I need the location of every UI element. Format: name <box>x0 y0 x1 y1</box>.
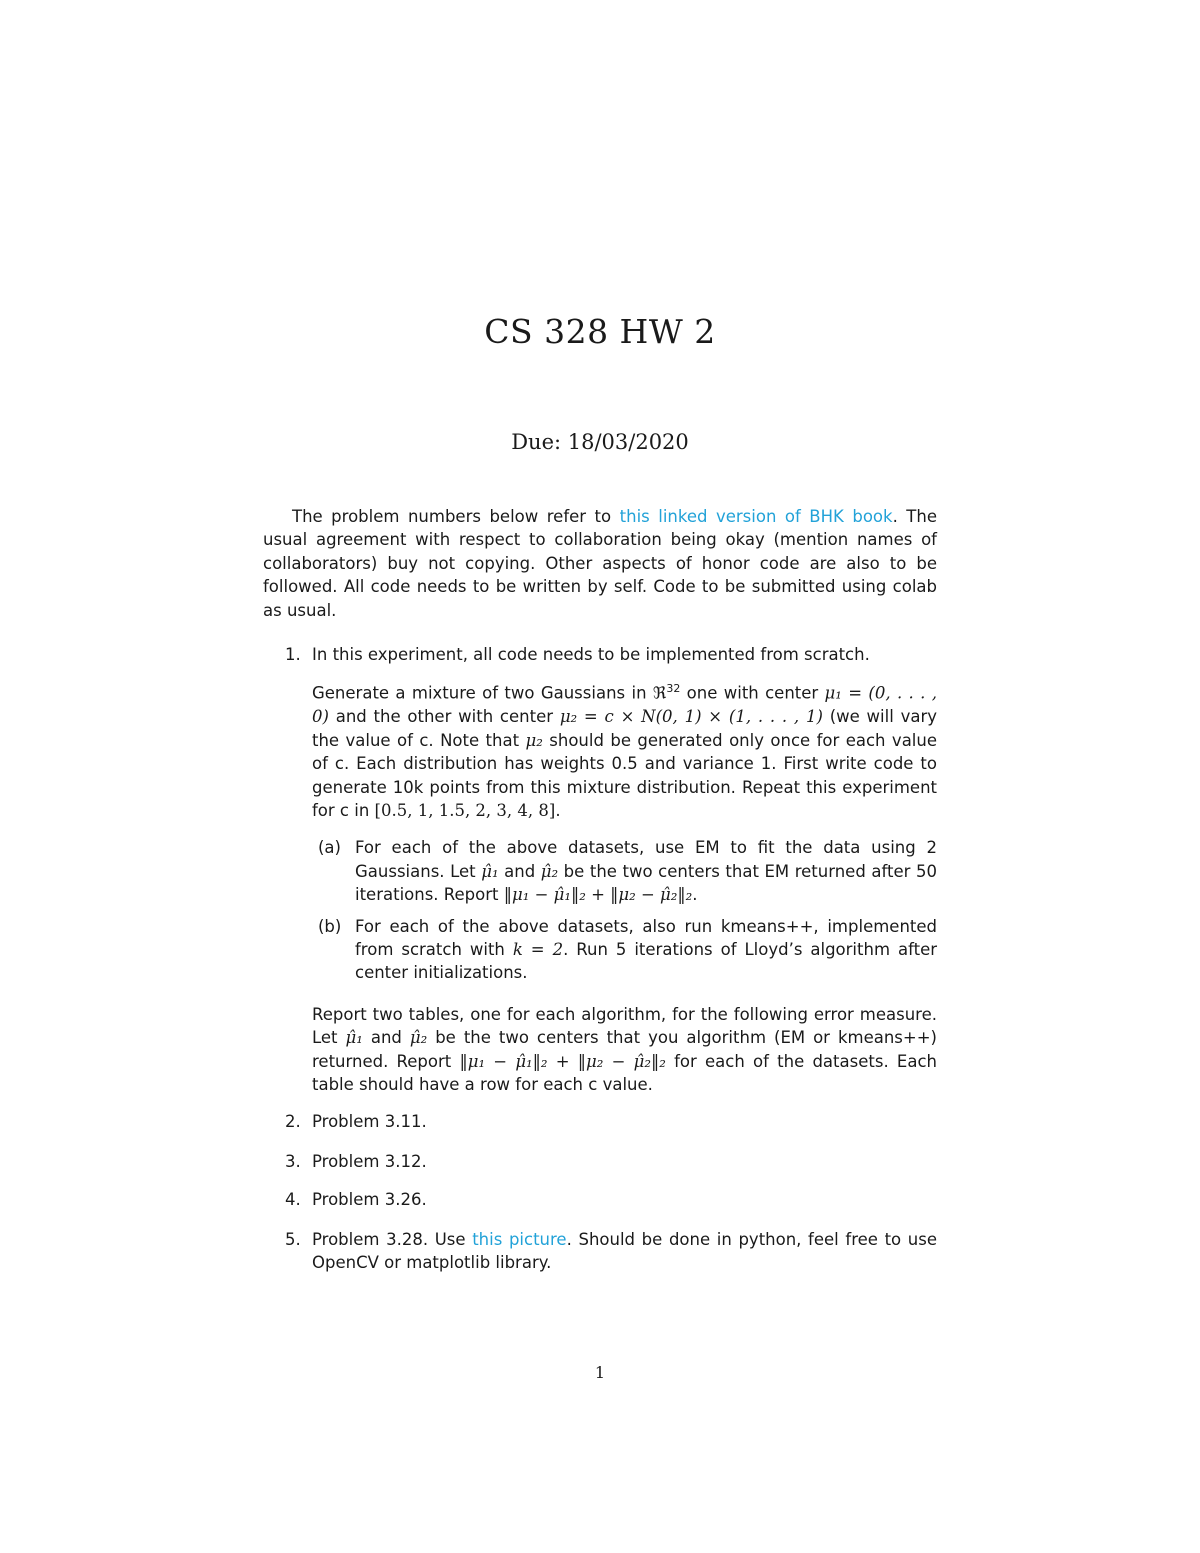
mu2-symbol: μ₂ <box>525 730 543 750</box>
problem-5-text-before-link: Problem 3.28. Use <box>312 1230 473 1249</box>
real-space-symbol: ℜ <box>652 683 667 703</box>
report-text-4: for each of the datasets. Each table should have a row for each c value. <box>312 1051 937 1094</box>
problem-2-number: 2. <box>285 1112 301 1131</box>
problem-1-lead: In this experiment, all code needs to be implemented from scratch. <box>312 645 870 664</box>
subproblem-a-label: (a) <box>318 838 341 858</box>
problem-1-number: 1. <box>285 645 301 664</box>
sub-a-text-4: . <box>692 885 698 905</box>
problem-4-text: Problem 3.26. <box>312 1190 427 1209</box>
p1-text-1: Generate a mixture of two Gaussians in <box>312 683 653 703</box>
problem-3-text: Problem 3.12. <box>312 1152 427 1171</box>
sub-b-text-1: For each of the above datasets, also run kmeans++, implemented from scratch with <box>355 916 937 959</box>
k-value: k = 2 <box>512 939 564 959</box>
problem-5-number: 5. <box>285 1230 301 1249</box>
problem-2 <box>263 1110 937 1133</box>
due-date: Due: 18/03/2020 <box>511 430 689 454</box>
subproblem-b-label: (b) <box>318 916 342 936</box>
mu2-definition: μ₂ = c × N(0, 1) × (1, . . . , 1) <box>559 707 823 727</box>
report-error-formula: ‖μ₁ − μ̂₁‖₂ + ‖μ₂ − μ̂₂‖₂ <box>459 1051 666 1071</box>
problem-1 <box>263 643 937 1096</box>
sub-a-text-2: and <box>498 861 541 881</box>
report-text-2: and <box>362 1028 410 1048</box>
mu1-hat: μ̂₁ <box>481 861 499 881</box>
bhk-book-link[interactable]: this linked version of BHK book <box>619 507 893 526</box>
problem-5-text <box>312 1228 937 1275</box>
report-mu1-hat: μ̂₁ <box>345 1028 363 1048</box>
picture-link[interactable]: this picture <box>472 1230 567 1249</box>
p1-text-6: . <box>555 800 561 820</box>
problem-5 <box>263 1228 937 1275</box>
p1-text-5: should be generated only once for each value of c. Each distribution has weights 0.5 and variance 1. First write code to generate 10k points from this mixture distribution. Repeat this experiment for c in <box>312 730 937 820</box>
document-title: CS 328 HW 2 <box>484 312 716 351</box>
dimension-superscript: 32 <box>666 682 681 696</box>
sub-a-text-3: be the two centers that EM returned after 50 iterations. Report <box>355 861 937 905</box>
subproblem-b <box>312 915 937 985</box>
p1-text-3: and the other with center <box>328 707 560 727</box>
intro-paragraph <box>263 505 937 622</box>
p1-text-4: (we will vary the value of c. Note that <box>312 707 938 750</box>
c-values-list: [0.5, 1, 1.5, 2, 3, 4, 8] <box>374 800 556 820</box>
problem-2-text: Problem 3.11. <box>312 1112 427 1131</box>
report-paragraph <box>312 1003 937 1097</box>
report-mu2-hat: μ̂₂ <box>409 1028 428 1048</box>
error-formula: ‖μ₁ − μ̂₁‖₂ + ‖μ₂ − μ̂₂‖₂ <box>503 885 693 905</box>
problem-1-description <box>312 677 937 822</box>
intro-text-after-link: . The usual agreement with respect to collaboration being okay (mention names of collaborators) buy not copying. Other aspects of honor code are also to be followed. All code needs to be written by self. Code to be submitted using colab as usual. <box>263 507 937 620</box>
subproblem-a <box>312 836 937 906</box>
mu2-hat: μ̂₂ <box>540 861 559 881</box>
report-text-1: Report two tables, one for each algorithm, for the following error measure. Let <box>312 1004 937 1048</box>
problem-4-number: 4. <box>285 1190 301 1209</box>
problem-4 <box>263 1188 937 1211</box>
mu1-definition: μ₁ = (0, . . . , 0) <box>312 683 937 727</box>
page-number: 1 <box>594 1363 606 1382</box>
sub-a-text-1: For each of the above datasets, use EM to fit the data using 2 Gaussians. Let <box>355 838 937 881</box>
p1-text-2: one with center <box>680 683 825 703</box>
problem-3-number: 3. <box>285 1152 301 1171</box>
intro-text-before-link: The problem numbers below refer to <box>292 507 620 526</box>
sub-b-text-2: . Run 5 iterations of Lloyd’s algorithm after center initializations. <box>355 939 938 983</box>
problem-5-text-after-link: . Should be done in python, feel free to use OpenCV or matplotlib library. <box>312 1230 937 1273</box>
problem-3 <box>263 1150 937 1173</box>
report-text-3: be the two centers that you algorithm (EM or kmeans++) returned. Report <box>312 1028 937 1071</box>
